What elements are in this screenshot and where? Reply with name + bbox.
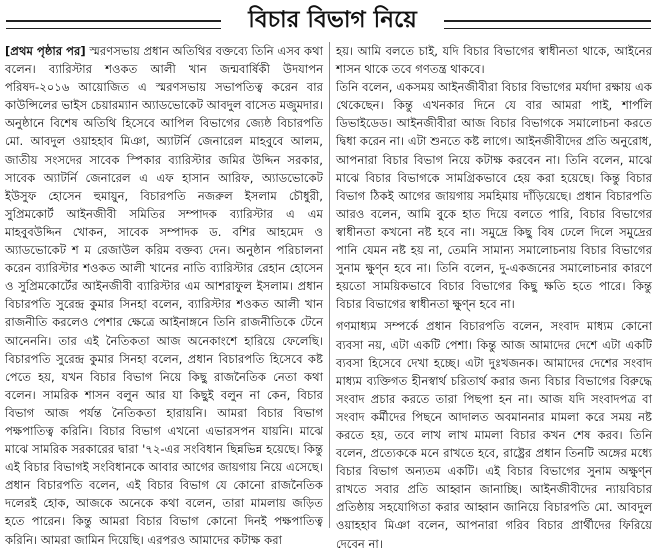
headline: বিচার বিভাগ নিয়ে <box>248 7 417 33</box>
left-paragraph <box>5 42 323 549</box>
continued-from-front-page-label: [প্রথম পৃষ্ঠার পর] <box>5 44 86 58</box>
headline-rule-left <box>6 20 221 29</box>
right-paragraph: গণমাধ্যম সম্পর্কে প্রধান বিচারপতি বলেন, সংবাদ মাধ্যম কোনো ব্যবসা নয়, এটা একটি পেশা। কিন্তু আজ আমাদের দেশে এটা একটি ব্যবসা হিসেবে দেখা হচ্ছে। এটা দুঃখজনক। আমাদের দেশের সংবাদ মাধ্যম ব্যক্তিগত হীনস্বার্থ চরিতার্থ করার জন্য বিচার বিভাগের বিরুদ্ধে সংবাদ প্রচার করতে তারা পিছপা হন না। আজ যদি সংবাদপত্র বা সংবাদ কর্মীদের পিছনে আদালত অবমাননার মামলা করে সময় নষ্ট করতে হয়, তবে লাখ লাখ মামলা বিচার কখন শেষ করব। তিনি বলেন, প্রত্যেককে মনে রাখতে হবে, রাষ্ট্রের প্রধান তিনটি অঙ্গের মধ্যে বিচার বিভাগ অন্যতম একটি। এই বিচার বিভাগের সুনাম অক্ষুণ্ন রাখতে সবার প্রতি আহ্বান জানাচ্ছি। আইনজীবীদের ন্যায়বিচার প্রতিষ্ঠায় সহযোগিতা করার আহ্বান জানিয়ে বিচারপতি মো. আবদুল ওয়াহহাব মিঞা বলেন, আপনারা গরিব বিচার প্রার্থীদের ফিরিয়ে দেবেন না। <box>336 319 652 551</box>
left-paragraph-text: স্মরণসভায় প্রধান অতিথির বক্তব্যে তিনি এসব কথা বলেন। ব্যারিস্টার শওকত আলী খান জন্মবার্ষিকী উদযাপন পরিষদ-২০১৬ আয়োজিত এ স্মরণসভায় সভাপতিত্ব করেন বার কাউন্সিলের ভাইস চেয়ারম্যান অ্যাডভোকেট আবদুল বাসেত মজুমদার। অনুষ্ঠানে বিশেষ অতিথি হিসেবে আপিল বিভাগের জ্যেষ্ঠ বিচারপতি মো. আবদুল ওয়াহহাব মিঞা, অ্যাটর্নি জেনারেল মাহবুবে আলম, জাতীয় সংসদের সাবেক স্পিকার ব্যারিস্টার জমির উদ্দিন সরকার, সাবেক অ্যাটর্নি জেনারেল এ এফ হাসান আরিফ, অ্যাডভোকেট ইউসুফ হোসেন হুমায়ুন, বিচারপতি নজরুল ইসলাম চৌধুরী, সুপ্রিমকোর্ট আইনজীবী সমিতির সম্পাদক ব্যারিস্টার এ এম মাহবুবউদ্দিন খোকন, সাবেক সম্পাদক ড. বশির আহমেদ ও অ্যাডভোকেট শ ম রেজাউল করিম বক্তব্য দেন। অনুষ্ঠান পরিচালনা করেন ব্যারিস্টার শওকত আলী খানের নাতি ব্যারিস্টার রেহান হোসেন ও সুপ্রিমকোর্টের আইনজীবী ব্যারিস্টার এম আশরাফুল ইসলাম। প্রধান বিচারপতি সুরেন্দ্র কুমার সিনহা বলেন, ব্যারিস্টার শওকত আলী খান রাজনীতি করলেও পেশার ক্ষেত্রে আইনাঙ্গনে তিনি রাজনীতিকে টেনে আনেননি। তার এই নৈতিকতা আজ অনেকাংশে হারিয়ে ফেলেছি। বিচারপতি সুরেন্দ্র কুমার সিনহা বলেন, প্রধান বিচারপতি হিসেবে কষ্ট পেতে হয়, যখন বিচার বিভাগ নিয়ে কিছু রাজনৈতিক নেতা কথা বলেন। সামরিক শাসন বলুন আর যা কিছুই বলুন না কেন, বিচার বিভাগ আজ পর্যন্ত নৈতিকতা হারায়নি। আমরা বিচার বিভাগ পক্ষপাতিত্ব করিনি। বিচার বিভাগ এখনো এভারসপন যায়নি। মাঝে মাঝে সামরিক সরকারের দ্বারা '৭২-এর সংবিধান ছিন্নভিন্ন হয়েছে। কিন্তু এই বিচার বিভাগই সংবিধানকে আবার আগের জায়গায় নিয়ে এসেছে। প্রধান বিচারপতি বলেন, এই বিচার বিভাগ যে কোনো রাজনৈতিক দলেরই হোক, আজকে অনেকে কথা বলেন, তারা মামলায় জড়িত হতে পারেন। কিন্তু আমরা বিচার বিভাগ কোনো দিনই পক্ষপাতিত্ব করিনি। আমরা জামিন দিয়েছি। এরপরও আমাদের কটাক্ষ করা <box>5 44 324 547</box>
headline-bar <box>0 0 657 40</box>
right-paragraph: তিনি বলেন, একসময় আইনজীবীরা বিচার বিভাগের মর্যাদা রক্ষায় এক থেকেছেন। কিন্তু এখনকার দিনে যে বার আমরা পাই, শার্পলি ডিভাইডেড। আইনজীবীরা আজ বিচার বিভাগকে সমালোচনা করতে দ্বিধা করেন না। এটা শুনতে কষ্ট লাগে। আইনজীবীদের প্রতি অনুরোধ, আপনারা বিচার বিভাগ নিয়ে কটাক্ষ করবেন না। তিনি বলেন, মাঝে মাঝে বিচার বিভাগকে সামগ্রিকভাবে হেয় করা হয়েছে। কিন্তু বিচার বিভাগ ঠিকই আগের জায়গায় সমহিমায় দাঁড়িয়েছে। প্রধান বিচারপতি আরও বলেন, আমি বুকে হাত দিয়ে বলতে পারি, বিচার বিভাগের স্বাধীনতা কখনো নষ্ট হবে না। সমুদ্রে কিছু বিষ ঢেলে দিলে সমুদ্রের পানি যেমন নষ্ট হয় না, তেমনি সামান্য সমালোচনায় বিচার বিভাগের সুনাম ক্ষুণ্ন হবে না। তিনি বলেন, দু-একজনের সমালোচনার কারণে হয়তো সাময়িকভাবে বিচার বিভাগের কিছু ক্ষতি হতে পারে। কিন্তু বিচার বিভাগের স্বাধীনতা ক্ষুণ্ন হবে না। <box>336 80 652 312</box>
right-paragraph: হয়। আমি বলতে চাই, যদি বিচার বিভাগের স্বাধীনতা থাকে, আইনের শাসন থাকে তবে গণতন্ত্র থাকবে। <box>336 44 652 77</box>
headline-rule-right <box>444 20 651 29</box>
right-column <box>336 42 652 551</box>
column-divider <box>329 42 330 528</box>
left-column <box>5 42 324 547</box>
